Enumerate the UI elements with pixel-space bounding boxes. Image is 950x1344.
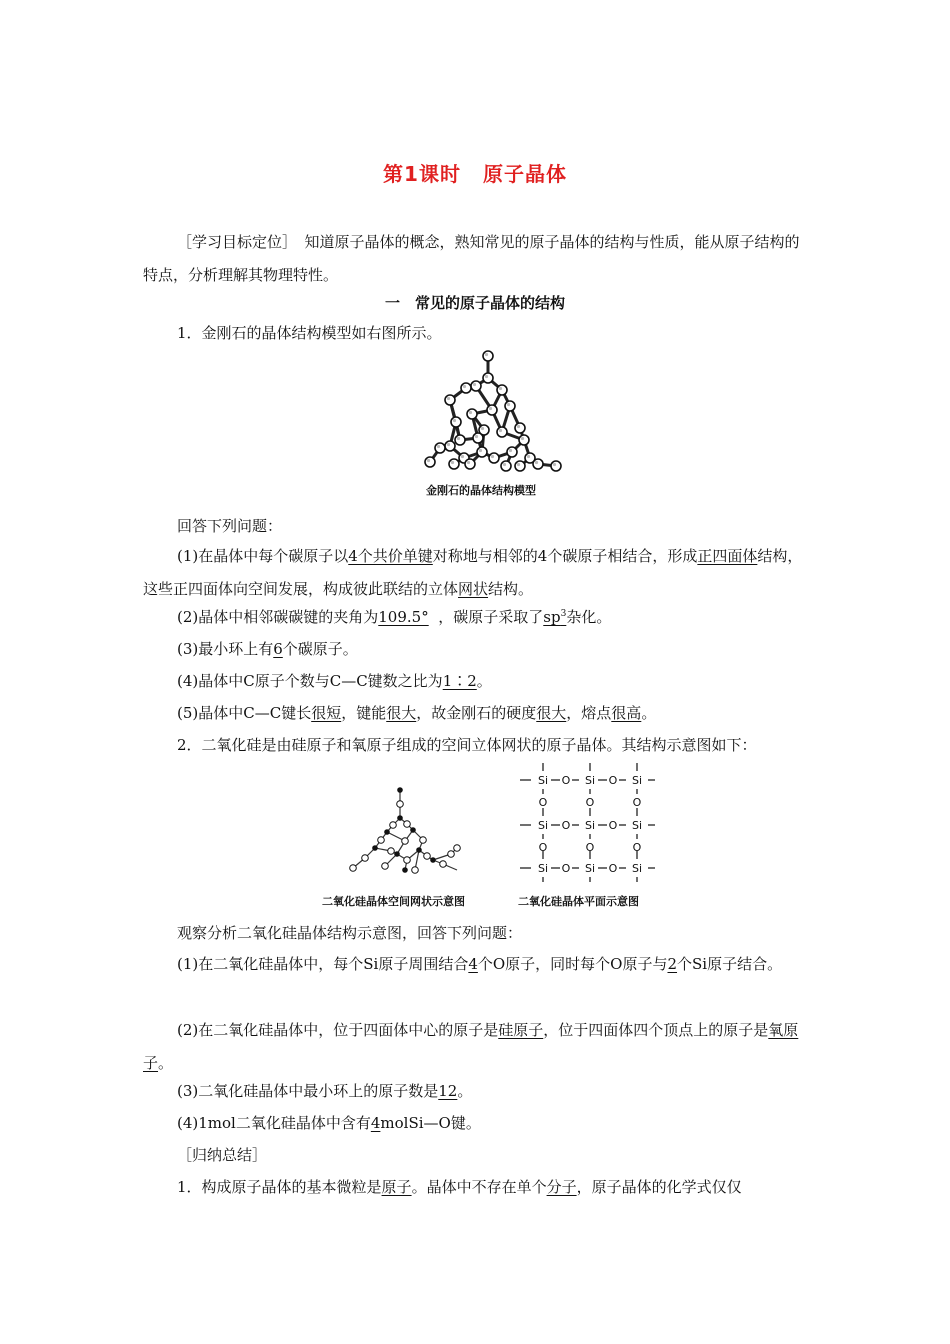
carbon-atom xyxy=(445,395,455,405)
sio2-network-figure xyxy=(345,778,470,878)
atom-highlight xyxy=(527,455,530,458)
silicon-label: Si xyxy=(631,774,643,787)
oxygen-atom xyxy=(420,837,427,844)
sio2-question-4: (4)1mol二氧化硅晶体中含有4molSi—O键。 xyxy=(177,1114,481,1132)
oxygen-atom xyxy=(404,821,411,828)
diamond-structure-figure xyxy=(420,348,570,473)
section-heading: 一 常见的原子晶体的结构 xyxy=(384,294,565,312)
answer-blank: 氧原子 xyxy=(143,1021,799,1072)
atom-highlight xyxy=(447,443,450,446)
atom-highlight xyxy=(469,411,472,414)
silicon-atom xyxy=(397,815,403,821)
observe-prompt: 观察分析二氧化硅晶体结构示意图，回答下列问题： xyxy=(177,924,523,942)
answer-blank: 12 xyxy=(438,1082,458,1100)
sio2-planar-figure xyxy=(520,762,655,884)
silicon-atom xyxy=(402,867,408,873)
answer-blank: 109.5° xyxy=(378,608,429,626)
answer-blank: 硅原子 xyxy=(498,1021,544,1039)
carbon-atom xyxy=(461,383,471,393)
atom-highlight xyxy=(447,397,450,400)
carbon-atom xyxy=(497,427,507,437)
oxygen-atom xyxy=(397,801,404,808)
answer-blank: 原子 xyxy=(381,1178,412,1196)
oxygen-atom xyxy=(454,845,461,852)
atom-highlight xyxy=(485,353,488,356)
carbon-atom xyxy=(515,423,525,433)
sio2-network-caption: 二氧化硅晶体空间网状示意图 xyxy=(322,895,465,908)
atom-highlight xyxy=(509,449,512,452)
answer-blank: 分子 xyxy=(546,1178,577,1196)
oxygen-label: O xyxy=(538,796,548,809)
summary-item-1: 1．构成原子晶体的基本微粒是原子。晶体中不存在单个分子，原子晶体的化学式仅仅 xyxy=(177,1178,742,1196)
oxygen-label: O xyxy=(632,796,642,809)
atom-highlight xyxy=(499,429,502,432)
lesson-number: 第1课时 xyxy=(383,162,461,186)
atom-highlight xyxy=(489,407,492,410)
question-1: (1)在晶体中每个碳原子以4个共价单键对称地与相邻的4个碳原子相结合，形成正四面体结构，这些正四面体向空间发展，构成彼此联结的立体网状结构。 xyxy=(143,547,803,598)
atom-highlight xyxy=(499,387,502,390)
summary-label: ［归纳总结］ xyxy=(177,1146,268,1164)
sio2-planar-caption: 二氧化硅晶体平面示意图 xyxy=(518,895,639,908)
item-2: 2．二氧化硅是由硅原子和氧原子组成的空间立体网状的原子晶体。其结构示意图如下： xyxy=(177,736,757,754)
silicon-label: Si xyxy=(537,862,549,875)
silicon-atom xyxy=(372,845,378,851)
answer-blank: $sp^3$ xyxy=(543,608,567,626)
oxygen-label: O xyxy=(561,862,571,875)
atom-highlight xyxy=(437,445,440,448)
oxygen-atom xyxy=(440,861,447,868)
carbon-atom xyxy=(445,441,455,451)
oxygen-atom xyxy=(390,822,397,829)
silicon-label: Si xyxy=(631,819,643,832)
oxygen-label: O xyxy=(608,819,618,832)
oxygen-atom xyxy=(382,863,389,870)
answer-blank: 网状 xyxy=(458,580,489,598)
oxygen-atom xyxy=(404,857,411,864)
carbon-atom xyxy=(435,443,445,453)
atom-highlight xyxy=(475,435,478,438)
atom-highlight xyxy=(517,425,520,428)
atom-highlight xyxy=(473,383,476,386)
oxygen-atom xyxy=(350,865,357,872)
carbon-atom xyxy=(519,435,529,445)
carbon-atom xyxy=(483,351,493,361)
question-3: (3)最小环上有6个碳原子。 xyxy=(177,640,358,658)
objective-text: 知道原子晶体的概念，熟知常见的原子晶体的结构与性质，能从原子结构的特点，分析理解其物理特性。 xyxy=(143,233,800,284)
answer-blank: 6 xyxy=(273,640,283,658)
oxygen-label: O xyxy=(585,841,595,854)
answer-blank: 4 xyxy=(468,955,478,973)
answer-blank: 很大 xyxy=(536,704,567,722)
atom-highlight xyxy=(491,455,494,458)
carbon-atom xyxy=(455,435,465,445)
atom-highlight xyxy=(461,455,464,458)
carbon-atom xyxy=(505,401,515,411)
oxygen-label: O xyxy=(561,774,571,787)
answer-blank: 很高 xyxy=(611,704,642,722)
oxygen-atom xyxy=(424,853,431,860)
atom-highlight xyxy=(481,427,484,430)
silicon-label: Si xyxy=(584,819,596,832)
oxygen-label: O xyxy=(632,841,642,854)
oxygen-atom xyxy=(378,837,385,844)
question-5: (5)晶体中C—C键长很短，键能很大，故金刚石的硬度很大，熔点很高。 xyxy=(177,704,657,722)
carbon-atom xyxy=(483,373,493,383)
question-4: (4)晶体中C原子个数与C—C键数之比为1∶2。 xyxy=(177,672,492,690)
atom-highlight xyxy=(427,459,430,462)
atom-highlight xyxy=(467,461,470,464)
carbon-atom xyxy=(501,461,511,471)
carbon-atom xyxy=(471,381,481,391)
question-2: (2)晶体中相邻碳碳键的夹角为109.5° ，碳原子采取了$sp^3$杂化。 xyxy=(177,608,612,626)
atom-highlight xyxy=(521,437,524,440)
sio2-question-2: (2)在二氧化硅晶体中，位于四面体中心的原子是硅原子，位于四面体四个顶点上的原子是氧原子。 xyxy=(143,1021,799,1072)
learning-objective xyxy=(143,226,808,292)
answer-blank: 4个共价单键 xyxy=(348,547,433,565)
oxygen-atom xyxy=(362,855,369,862)
carbon-atom xyxy=(449,459,459,469)
carbon-atom xyxy=(477,447,487,457)
silicon-label: Si xyxy=(631,862,643,875)
silicon-label: Si xyxy=(584,862,596,875)
silicon-atom xyxy=(384,829,390,835)
silicon-atom xyxy=(394,851,400,857)
item-1: 1．金刚石的晶体结构模型如右图所示。 xyxy=(177,324,442,342)
answer-blank: 正四面体 xyxy=(697,547,758,565)
oxygen-label: O xyxy=(608,774,618,787)
atom-highlight xyxy=(535,461,538,464)
carbon-atom xyxy=(465,459,475,469)
page-title xyxy=(0,158,950,187)
atom-highlight xyxy=(503,463,506,466)
oxygen-label: O xyxy=(538,841,548,854)
answer-blank: 很大 xyxy=(386,704,417,722)
atom-highlight xyxy=(517,463,520,466)
atom-highlight xyxy=(507,403,510,406)
oxygen-atom xyxy=(448,851,455,858)
carbon-atom xyxy=(473,433,483,443)
silicon-atom xyxy=(416,847,422,853)
lesson-topic: 原子晶体 xyxy=(482,162,567,186)
atom-highlight xyxy=(479,449,482,452)
answer-blank: 1∶2 xyxy=(442,672,477,690)
oxygen-label: O xyxy=(608,862,618,875)
atom-highlight xyxy=(457,437,460,440)
objective-label: ［学习目标定位］ xyxy=(177,233,290,251)
silicon-label: Si xyxy=(584,774,596,787)
diamond-caption: 金刚石的晶体结构模型 xyxy=(426,484,536,497)
answer-prompt: 回答下列问题： xyxy=(177,517,283,535)
carbon-atom xyxy=(551,461,561,471)
carbon-atom xyxy=(467,409,477,419)
atom-highlight xyxy=(451,461,454,464)
oxygen-atom xyxy=(412,867,419,874)
atom-highlight xyxy=(553,463,556,466)
atom-highlight xyxy=(453,419,456,422)
atom-highlight xyxy=(485,375,488,378)
sio2-question-3: (3)二氧化硅晶体中最小环上的原子数是12。 xyxy=(177,1082,473,1100)
carbon-atom xyxy=(489,453,499,463)
carbon-atom xyxy=(451,417,461,427)
answer-blank: 很短 xyxy=(311,704,342,722)
carbon-atom xyxy=(497,385,507,395)
carbon-atom xyxy=(425,457,435,467)
silicon-atom xyxy=(430,857,436,863)
carbon-atom xyxy=(487,405,497,415)
atom-highlight xyxy=(463,385,466,388)
sio2-question-1: (1)在二氧化硅晶体中，每个Si原子周围结合4个O原子，同时每个O原子与2个Si原子结合。 xyxy=(177,955,783,973)
silicon-label: Si xyxy=(537,819,549,832)
oxygen-label: O xyxy=(585,796,595,809)
silicon-atom xyxy=(397,787,403,793)
oxygen-label: O xyxy=(561,819,571,832)
carbon-atom xyxy=(515,461,525,471)
silicon-atom xyxy=(410,827,416,833)
silicon-label: Si xyxy=(537,774,549,787)
answer-blank: 2 xyxy=(667,955,678,973)
carbon-atom xyxy=(507,447,517,457)
oxygen-atom xyxy=(388,848,395,855)
carbon-atom xyxy=(533,459,543,469)
oxygen-atom xyxy=(402,838,409,845)
answer-blank: 4 xyxy=(370,1114,381,1132)
